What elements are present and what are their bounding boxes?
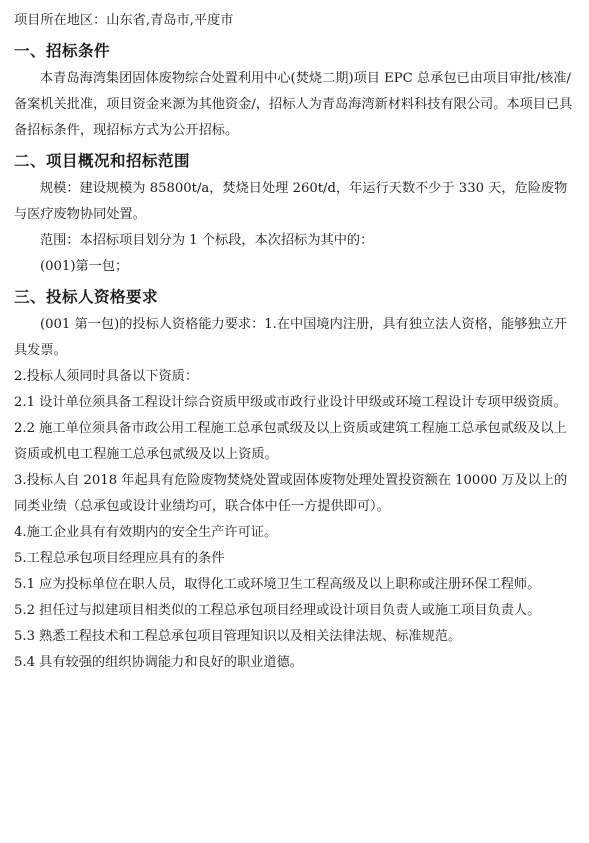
requirement-5-2: 5.2 担任过与拟建项目相类似的工程总承包项目经理或设计项目负责人或施工项目负责人。 <box>14 603 541 618</box>
requirement-5-1: 5.1 应为投标单位在职人员，取得化工或环境卫生工程高级及以上职称或注册环保工程师。 <box>14 577 541 592</box>
requirement-2-2: 2.2 施工单位须具备市政公用工程施工总承包贰级及以上资质或建筑工程施工总承包贰级及以上资质或机电工程施工总承包贰级及以上资质。 <box>14 421 567 462</box>
requirement-5-4: 5.4 具有较强的组织协调能力和良好的职业道德。 <box>14 655 303 670</box>
scale-paragraph: 规模：建设规模为 85800t/a，焚烧日处理 260t/d，年运行天数不少于 330 天，危险废物与医疗废物协同处置。 <box>14 181 568 222</box>
scope-paragraph: 范围：本招标项目划分为 1 个标段，本次招标为其中的： <box>40 233 374 248</box>
requirement-5-3: 5.3 熟悉工程技术和工程总承包项目管理知识以及相关法律法规、标准规范。 <box>14 629 462 644</box>
section-heading-project-overview: 二、项目概况和招标范围 <box>14 152 191 170</box>
requirement-4: 4.施工企业具有有效期内的安全生产许可证。 <box>14 525 278 540</box>
bidding-conditions-paragraph: 本青岛海湾集团固体废物综合处置利用中心(焚烧二期)项目 EPC 总承包已由项目审批/核准/备案机关批准，项目资金来源为其他资金/，招标人为青岛海湾新材料科技有限公司。本项目已具备招标条件，现招标方式为公开招标。 <box>14 71 573 138</box>
section-heading-bidding-conditions: 一、招标条件 <box>14 42 111 60</box>
requirement-2: 2.投标人须同时具备以下资质： <box>14 369 199 384</box>
section-heading-qualification: 三、投标人资格要求 <box>14 288 159 306</box>
requirement-5: 5.工程总承包项目经理应具有的条件 <box>14 551 225 566</box>
requirement-2-1: 2.1 设计单位须具备工程设计综合资质甲级或市政行业设计甲级或环境工程设计专项甲级资质。 <box>14 395 567 410</box>
qualification-intro-paragraph: (001 第一包)的投标人资格能力要求：1.在中国境内注册，具有独立法人资格，能够独立开具发票。 <box>14 317 567 358</box>
requirement-3: 3.投标人自 2018 年起具有危险废物焚烧处置或固体废物处理处置投资额在 10000 万及以上的同类业绩（总承包或设计业绩均可，联合体中任一方提供即可）。 <box>14 473 568 514</box>
package-line: (001)第一包； <box>40 259 129 274</box>
project-location-line: 项目所在地区：山东省,青岛市,平度市 <box>14 13 234 28</box>
